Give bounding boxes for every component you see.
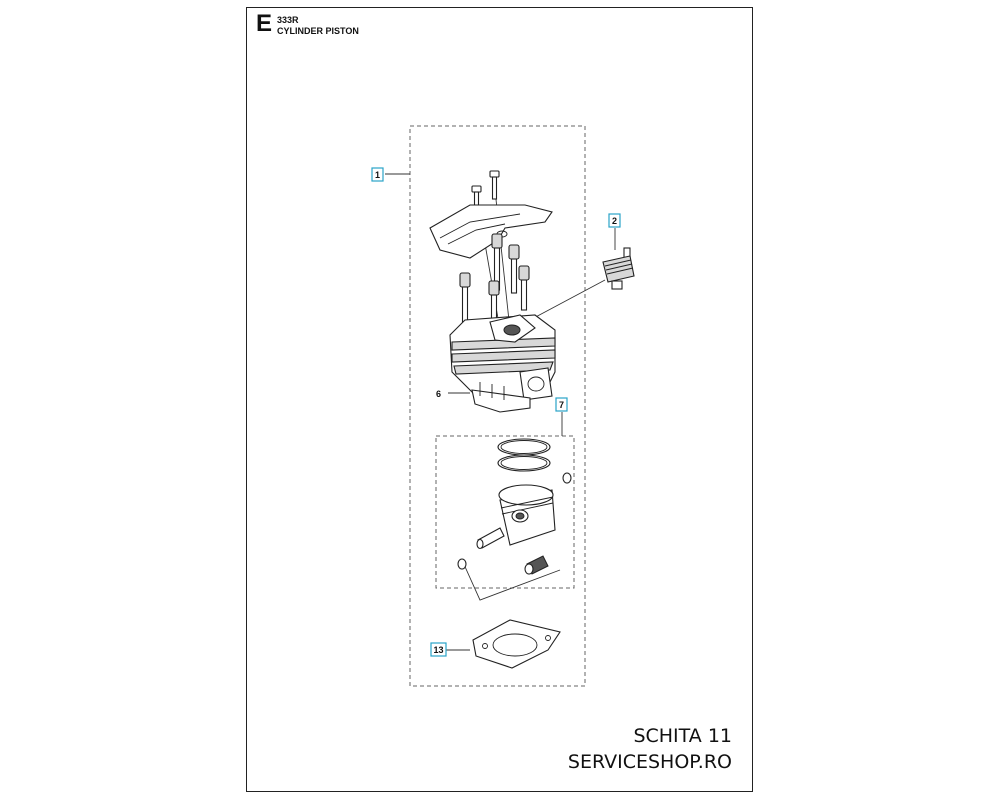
callout-7 bbox=[556, 398, 567, 411]
piston-ring-lower bbox=[498, 455, 550, 471]
section-letter: E bbox=[256, 10, 273, 37]
piston-ring-upper bbox=[498, 439, 550, 455]
callout-1 bbox=[372, 168, 383, 181]
piston-pin bbox=[477, 528, 504, 549]
svg-text:1: 1 bbox=[374, 170, 381, 180]
cylinder-base-gasket bbox=[473, 620, 560, 668]
svg-text:7: 7 bbox=[558, 400, 565, 410]
site-label: SERVICESHOP.RO bbox=[567, 751, 732, 773]
cylinder-bolt-3 bbox=[460, 273, 470, 323]
section-title: CYLINDER PISTON bbox=[277, 26, 359, 36]
svg-text:2: 2 bbox=[611, 216, 618, 226]
heat-shield-plate bbox=[430, 205, 552, 258]
leader-line-2-to-cylinder bbox=[530, 280, 605, 320]
svg-text:6: 6 bbox=[436, 389, 442, 399]
cylinder-bolt-4 bbox=[519, 266, 529, 310]
screw-top-right bbox=[490, 171, 499, 199]
circlip-right bbox=[563, 473, 571, 483]
callout-6 bbox=[436, 389, 441, 399]
callout-13 bbox=[431, 643, 446, 656]
sheet-label: SCHITA 11 bbox=[633, 725, 732, 747]
model-number: 333R bbox=[277, 15, 299, 25]
cylinder-bolt-2 bbox=[509, 245, 519, 293]
svg-text:13: 13 bbox=[433, 645, 444, 655]
piston bbox=[499, 485, 555, 545]
callout-2 bbox=[609, 214, 620, 227]
needle-bearing bbox=[525, 556, 548, 574]
cylinder-block bbox=[450, 315, 555, 412]
spark-plug bbox=[603, 248, 634, 289]
circlip-left bbox=[458, 559, 466, 569]
